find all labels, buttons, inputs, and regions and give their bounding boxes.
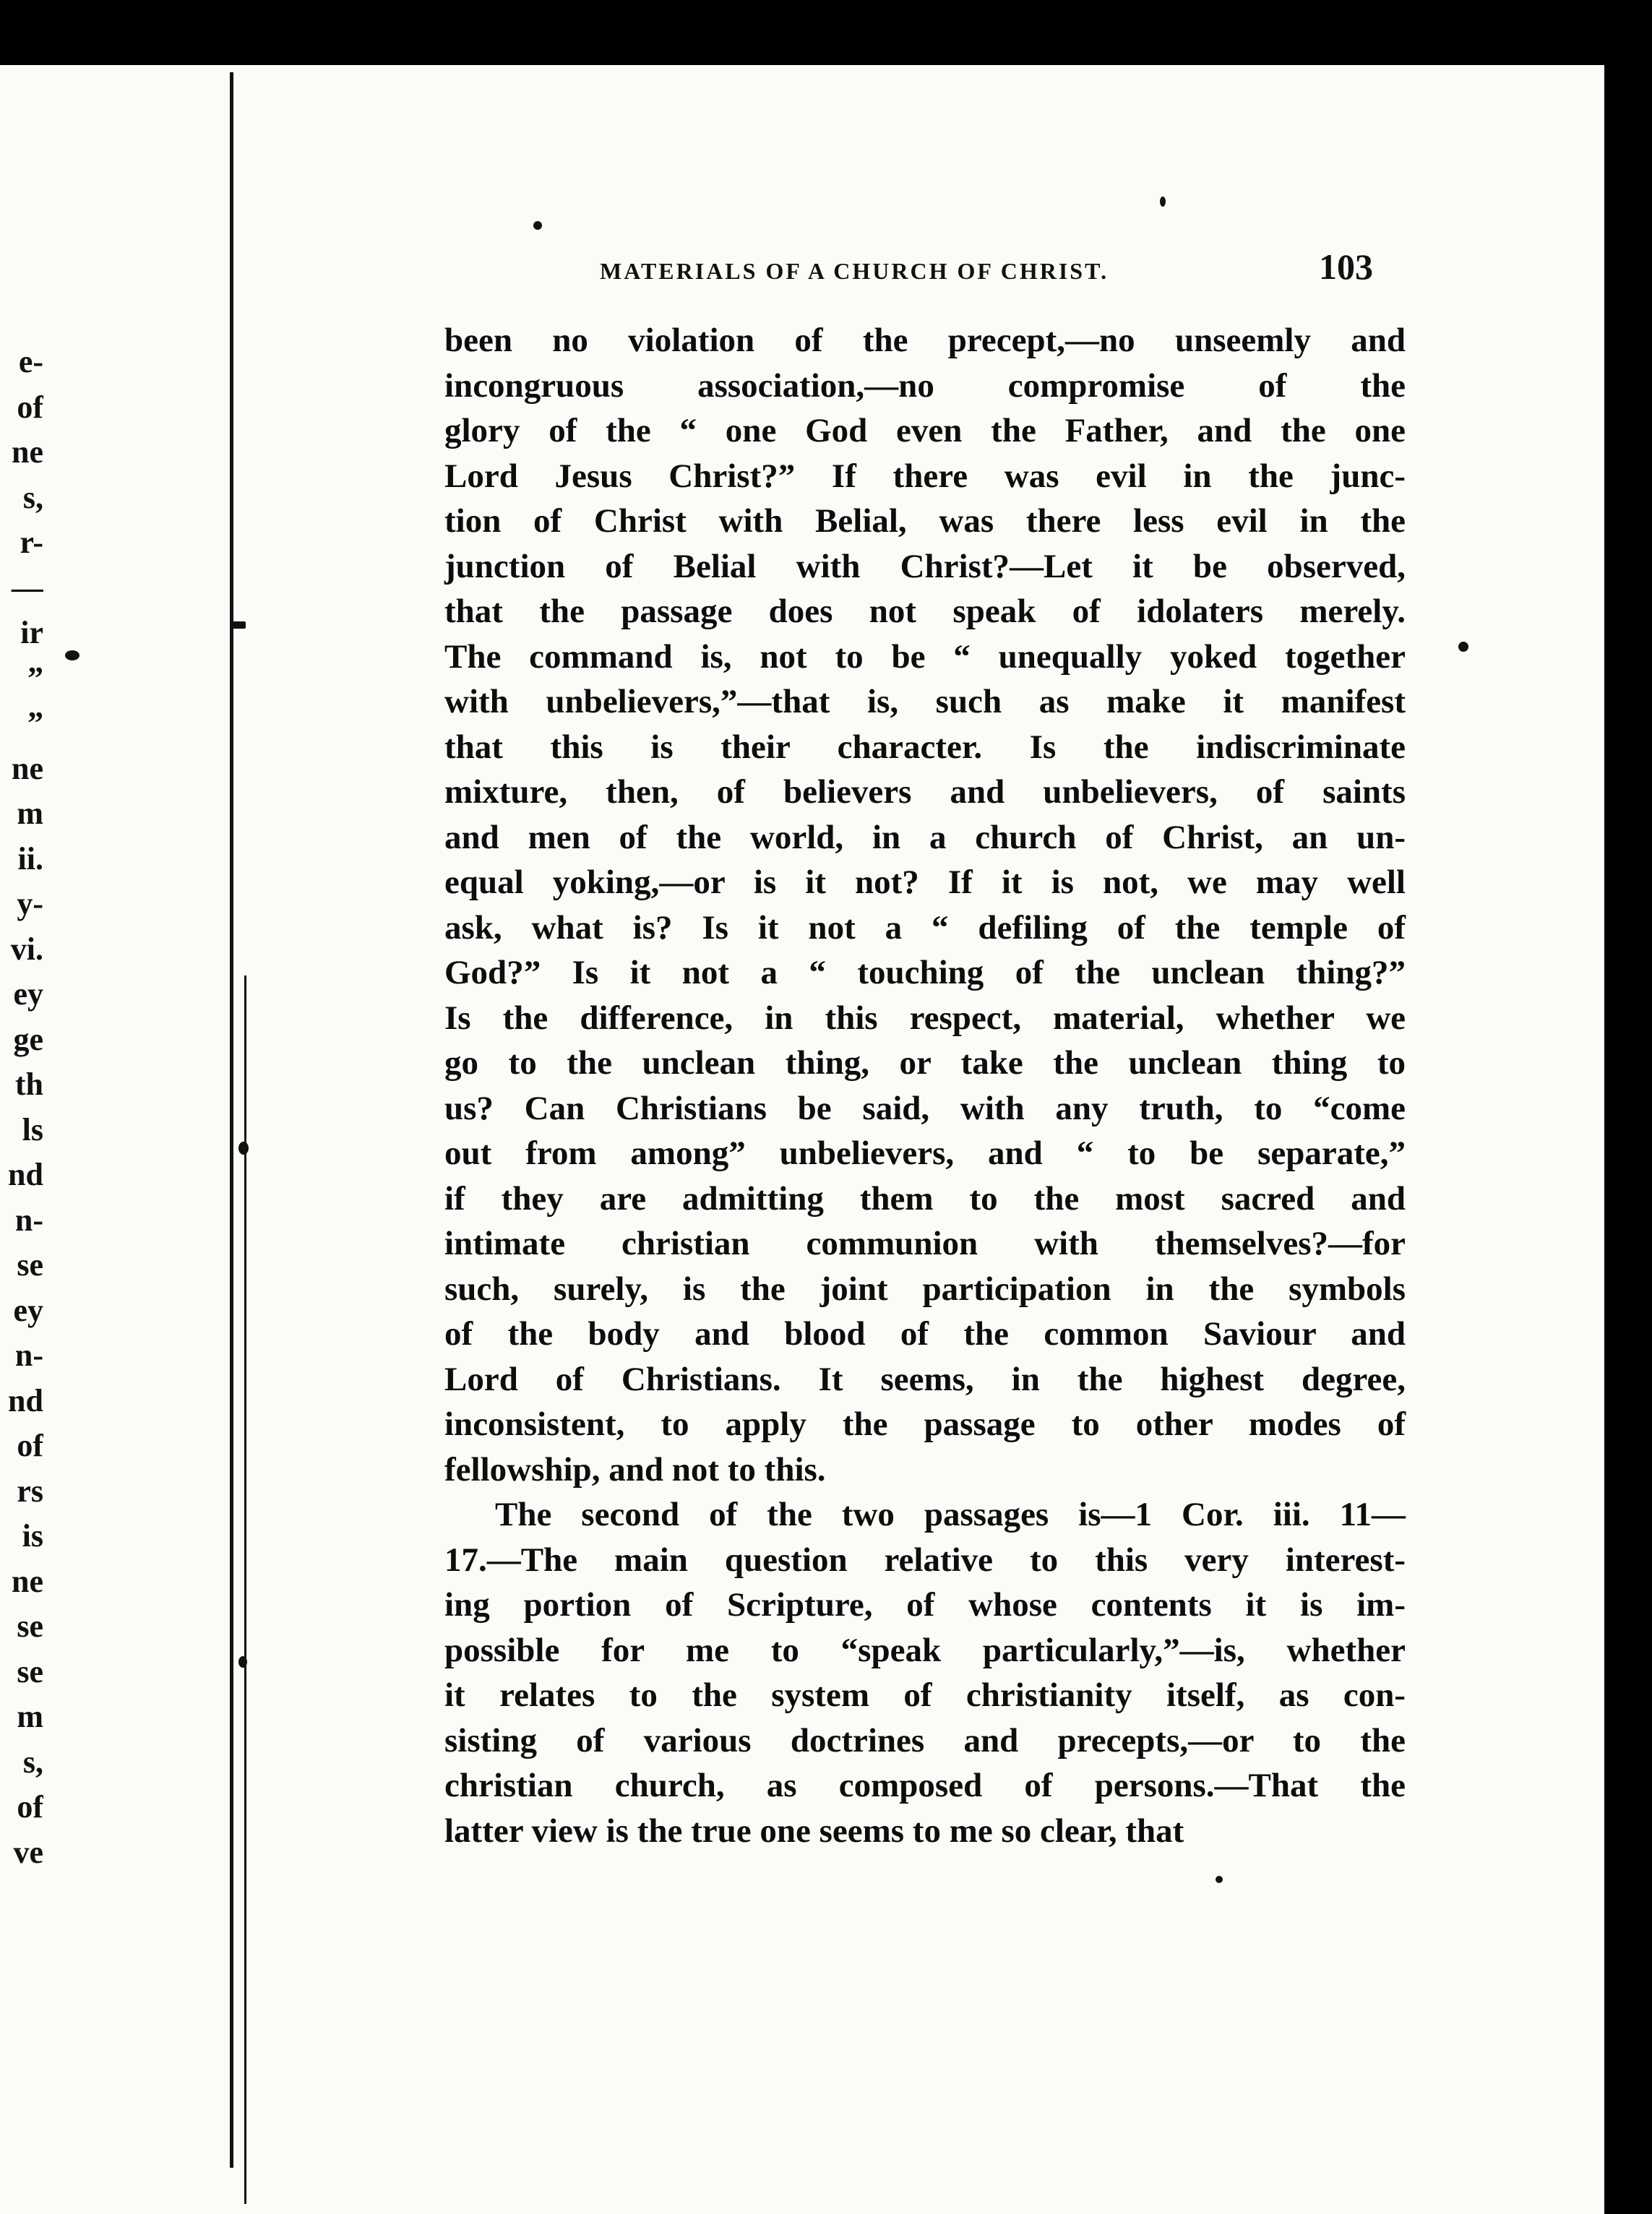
- text-line: equal yoking,—or is it not? If it is not, we may well: [444, 863, 1406, 901]
- page-number: 103: [1319, 246, 1373, 287]
- margin-fragment-line: of: [17, 389, 43, 425]
- text-line: Is the difference, in this respect, material, whether we: [444, 999, 1406, 1037]
- ink-speck: [1216, 1876, 1223, 1883]
- margin-fragment-line: ir: [20, 615, 43, 650]
- text-line: 17.—The main question relative to this very interest-: [444, 1541, 1406, 1579]
- margin-fragment-line: m: [17, 796, 43, 831]
- ink-speck: [1160, 197, 1166, 207]
- text-line: The command is, not to be “ unequally yoked together: [444, 637, 1406, 676]
- text-line: and men of the world, in a church of Christ, an un-: [444, 818, 1406, 856]
- text-line: ask, what is? Is it not a “ defiling of the temple of: [444, 908, 1406, 947]
- margin-fragment-line: se: [17, 1608, 43, 1644]
- text-line: christian church, as composed of persons.—That the: [444, 1767, 1406, 1804]
- margin-fragment-line: of: [17, 1428, 43, 1463]
- margin-fragment-line: vi.: [10, 931, 43, 967]
- margin-fragment-line: ey: [13, 976, 43, 1012]
- margin-fragment-line: s,: [22, 1744, 43, 1780]
- text-line: intimate christian communion with themselves?—for: [444, 1225, 1406, 1262]
- text-line: possible for me to “speak particularly,”—is, whether: [444, 1631, 1406, 1669]
- margin-fragment-line: ey: [13, 1292, 43, 1328]
- ink-speck: [238, 1142, 249, 1155]
- margin-fragment-line: ne: [12, 434, 43, 470]
- text-line: if they are admitting them to the most sacred and: [444, 1179, 1406, 1218]
- text-line: been no violation of the precept,—no unseemly and: [444, 322, 1406, 359]
- text-line: glory of the “ one God even the Father, and the one: [444, 412, 1406, 449]
- margin-fragment-line: s,: [22, 479, 43, 515]
- text-line: that the passage does not speak of idolaters merely.: [444, 593, 1406, 630]
- text-line: mixture, then, of believers and unbelievers, of saints: [444, 773, 1406, 811]
- text-line: go to the unclean thing, or take the unclean thing to: [444, 1044, 1406, 1082]
- margin-fragment-line: —: [12, 569, 43, 606]
- running-head: [600, 246, 1373, 289]
- body-text: [444, 318, 1406, 1853]
- text-line: Lord of Christians. It seems, in the highest degree,: [444, 1360, 1406, 1398]
- margin-fragment-line: se: [17, 1247, 43, 1283]
- margin-fragment-line: ne: [12, 1563, 43, 1599]
- facing-page-text-fragment: [0, 340, 43, 1875]
- text-line: out from among” unbelievers, and “ to be separate,”: [444, 1134, 1406, 1172]
- running-head-title: MATERIALS OF A CHURCH OF CHRIST.: [600, 258, 1109, 284]
- text-line: Lord Jesus Christ?” If there was evil in the junc-: [444, 457, 1406, 495]
- margin-fragment-line: ls: [22, 1111, 43, 1147]
- margin-fragment-line: r-: [20, 525, 43, 560]
- margin-fragment-line: nd: [8, 1382, 43, 1418]
- paragraph-2: [444, 1492, 1406, 1853]
- margin-fragment-line: y-: [17, 886, 43, 921]
- binding-gutter-line-lower: [244, 975, 246, 2204]
- text-line: of the body and blood of the common Saviour and: [444, 1315, 1406, 1353]
- margin-fragment-line: ge: [13, 1021, 43, 1057]
- text-line: junction of Belial with Christ?—Let it be observed,: [444, 547, 1406, 585]
- margin-fragment-line: nd: [8, 1157, 43, 1192]
- text-line: such, surely, is the joint participation in the symbols: [444, 1270, 1406, 1308]
- margin-fragment-line: ”: [27, 705, 43, 741]
- margin-fragment-line: n-: [14, 1338, 43, 1373]
- margin-fragment-line: ”: [27, 660, 43, 696]
- ink-speck: [238, 1656, 247, 1668]
- margin-fragment-line: se: [17, 1653, 43, 1689]
- text-line: inconsistent, to apply the passage to other modes of: [444, 1405, 1406, 1443]
- text-line: that this is their character. Is the indiscriminate: [444, 728, 1406, 766]
- ink-speck: [1458, 642, 1468, 652]
- text-line: The second of the two passages is—1 Cor. iii. 11—: [495, 1496, 1406, 1533]
- text-line: incongruous association,—no compromise of the: [444, 366, 1406, 405]
- margin-fragment-line: ve: [13, 1834, 43, 1870]
- text-line: it relates to the system of christianity itself, as con-: [444, 1676, 1406, 1714]
- text-line: latter view is the true one seems to me so clear, that: [444, 1812, 1184, 1850]
- margin-fragment-line: m: [17, 1699, 43, 1734]
- text-line: God?” Is it not a “ touching of the unclean thing?”: [444, 954, 1406, 991]
- margin-fragment-line: is: [22, 1518, 43, 1554]
- text-line: with unbelievers,”—that is, such as make it manifest: [444, 683, 1406, 720]
- ink-speck: [533, 221, 542, 230]
- margin-fragment-line: ii.: [17, 840, 43, 876]
- margin-fragment-line: n-: [14, 1202, 43, 1238]
- margin-fragment-line: rs: [17, 1473, 43, 1509]
- ink-speck: [65, 650, 79, 660]
- text-line: ing portion of Scripture, of whose contents it is im-: [444, 1586, 1406, 1624]
- ink-speck: [230, 621, 246, 629]
- text-line: tion of Christ with Belial, was there less evil in the: [444, 502, 1406, 540]
- margin-fragment-line: of: [17, 1789, 43, 1825]
- scan-border-right: [1604, 0, 1652, 2214]
- text-line: fellowship, and not to this.: [444, 1450, 826, 1489]
- text-line: us? Can Christians be said, with any truth, to “come: [444, 1089, 1406, 1127]
- text-line: sisting of various doctrines and precepts,—or to the: [444, 1721, 1406, 1759]
- margin-fragment-line: e-: [18, 344, 43, 379]
- margin-fragment-line: ne: [12, 750, 43, 786]
- paragraph-1: [444, 318, 1406, 1492]
- binding-gutter-line: [230, 72, 233, 2168]
- margin-fragment-line: th: [14, 1067, 43, 1102]
